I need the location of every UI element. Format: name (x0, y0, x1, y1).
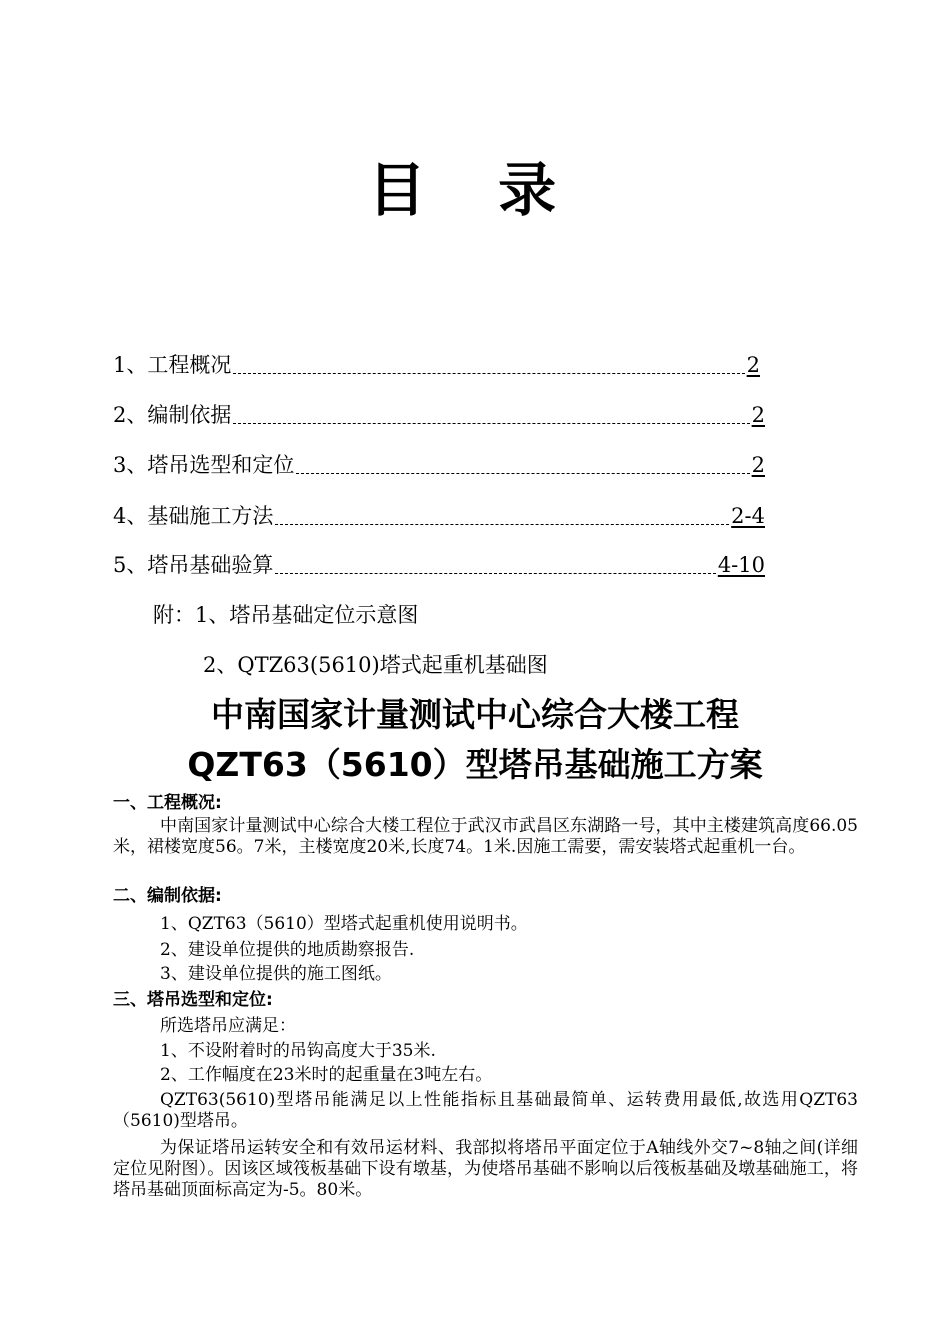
toc-item-label: 3、塔吊选型和定位 (113, 453, 295, 477)
toc-item-page: 2-4 (731, 504, 765, 528)
toc-item (113, 400, 765, 430)
toc-item-page: 2 (746, 353, 760, 377)
appendix-item: 2、QTZ63(5610)塔式起重机基础图 (203, 653, 548, 677)
toc-item-page: 4-10 (717, 553, 765, 577)
document-subtitle: QZT63（5610）型塔吊基础施工方案 (187, 745, 763, 784)
list-item: 1、QZT63（5610）型塔式起重机使用说明书。 (160, 914, 528, 934)
toc-item-page: 2 (751, 453, 765, 477)
list-item: 1、不设附着时的吊钩高度大于35米. (160, 1041, 436, 1061)
section-heading: 二、编制依据: (113, 886, 222, 906)
toc-leader (296, 472, 749, 474)
section-heading: 一、工程概况: (113, 793, 222, 813)
toc-item (113, 350, 760, 380)
toc-item-label: 1、工程概况 (113, 353, 232, 377)
toc-title: 目 录 (367, 156, 583, 224)
toc-leader (275, 572, 715, 574)
toc-item-label: 5、塔吊基础验算 (113, 553, 274, 577)
toc-item (113, 550, 765, 580)
list-item: 2、工作幅度在23米时的起重量在3吨左右。 (160, 1065, 493, 1085)
toc-leader (275, 523, 729, 525)
section-heading: 三、塔吊选型和定位: (113, 990, 273, 1010)
toc-item (113, 450, 765, 480)
appendix-item: 附：1、塔吊基础定位示意图 (153, 603, 419, 627)
toc-leader (233, 422, 749, 424)
list-item: 2、建设单位提供的地质勘察报告. (160, 940, 415, 960)
list-item: 所选塔吊应满足： (160, 1016, 296, 1036)
toc-leader (233, 372, 744, 374)
toc-item-page: 2 (751, 403, 765, 427)
toc-item (113, 501, 765, 531)
document-title: 中南国家计量测试中心综合大楼工程 (211, 695, 739, 734)
toc-item-label: 4、基础施工方法 (113, 504, 274, 528)
section-paragraph: QZT63(5610)型塔吊能满足以上性能指标且基础最简单、运转费用最低,故选用QZT63（5610)型塔吊。 (113, 1090, 858, 1131)
toc-item-label: 2、编制依据 (113, 403, 232, 427)
list-item: 3、建设单位提供的施工图纸。 (160, 964, 392, 984)
section-paragraph: 为保证塔吊运转安全和有效吊运材料、我部拟将塔吊平面定位于A轴线外交7~8轴之间(详细定位见附图）。因该区域筏板基础下设有墩基，为使塔吊基础不影响以后筏板基础及墩基础施工，将塔吊基础顶面标高定为-5。80米。 (113, 1138, 858, 1200)
section-paragraph: 中南国家计量测试中心综合大楼工程位于武汉市武昌区东湖路一号，其中主楼建筑高度66.05米，裙楼宽度56。7米，主楼宽度20米,长度74。1米.因施工需要，需安装塔式起重机一台。 (113, 816, 858, 857)
